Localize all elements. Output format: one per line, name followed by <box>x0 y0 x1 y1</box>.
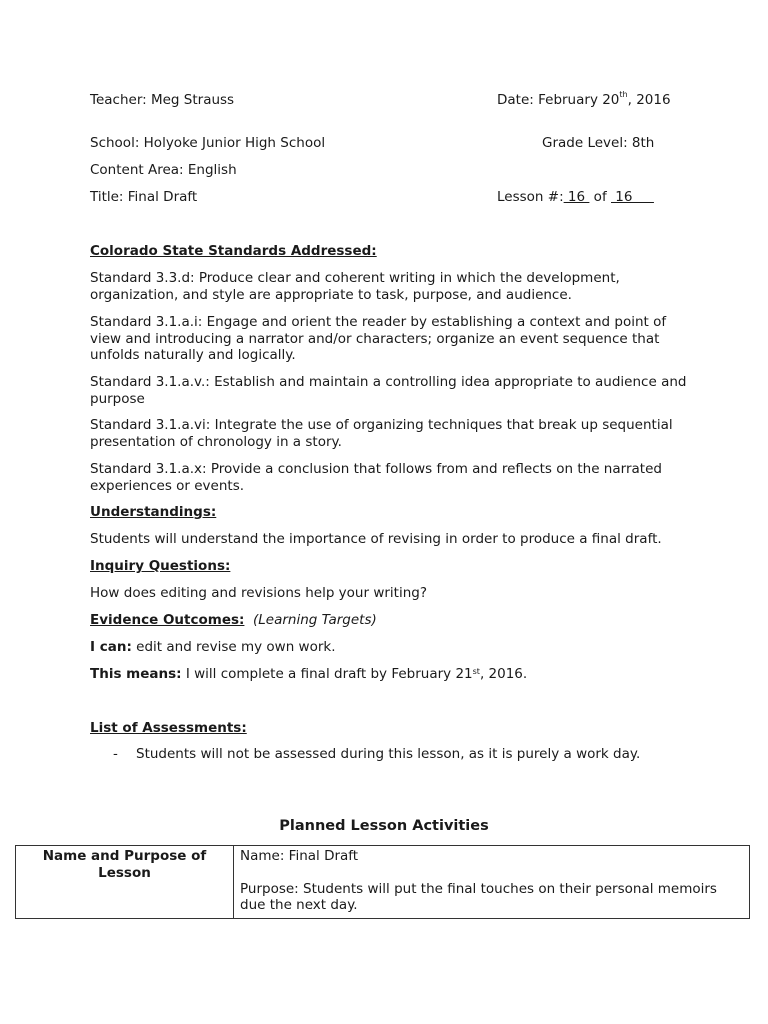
i-can-label: I can: <box>90 639 132 655</box>
learning-targets-note: (Learning Targets) <box>253 612 377 628</box>
assessments-heading: List of Assessments: <box>90 720 247 736</box>
date-year: , 2016 <box>627 92 671 108</box>
title-field: Title: Final Draft <box>90 189 198 205</box>
standard-item: Standard 3.1.a.x: Provide a conclusion that follows from and reflects on the narrated experiences or events. <box>90 461 662 494</box>
inquiry-heading: Inquiry Questions: <box>90 558 231 574</box>
lesson-purpose: Purpose: Students will put the final touches on their personal memoirs due the next day. <box>240 880 717 913</box>
lesson-name: Name: Final Draft <box>240 848 359 864</box>
date-text: Date: February 20 <box>497 92 620 108</box>
lesson-of: of <box>589 189 611 205</box>
row-label-cell: Name and Purpose of Lesson <box>16 846 234 919</box>
standard-item: Standard 3.1.a.vi: Integrate the use of organizing techniques that break up sequential presentation of chronology in a story. <box>90 417 673 450</box>
inquiry-text: How does editing and revisions help your writing? <box>90 585 427 601</box>
evidence-heading: Evidence Outcomes: <box>90 612 245 628</box>
table-row <box>16 846 750 919</box>
date-superscript: th <box>619 90 628 99</box>
teacher-field: Teacher: Meg Strauss <box>90 92 235 108</box>
grade-level-field: Grade Level: 8th <box>542 135 655 151</box>
lesson-number: 16 <box>563 189 590 205</box>
this-means-line <box>90 666 690 683</box>
understandings-heading: Understandings: <box>90 504 217 520</box>
lesson-number-field <box>497 189 654 205</box>
i-can-text: edit and revise my own work. <box>131 639 336 655</box>
school-field: School: Holyoke Junior High School <box>90 135 326 151</box>
standard-item: Standard 3.3.d: Produce clear and coherent writing in which the development, organization, and style are appropriate to task, purpose, and audience. <box>90 270 620 303</box>
content-area-field: Content Area: English <box>90 162 237 178</box>
row-content-cell <box>234 846 750 919</box>
i-can-line <box>90 639 690 656</box>
date-field <box>497 92 671 108</box>
evidence-outcomes <box>90 612 690 629</box>
assessment-item: Students will not be assessed during this lesson, as it is purely a work day. <box>136 746 641 762</box>
lesson-label: Lesson #: <box>497 189 564 205</box>
this-means-text: I will complete a final draft by February 21 <box>181 666 473 682</box>
standard-item: Standard 3.1.a.i: Engage and orient the reader by establishing a context and point of view and introducing a narrator and/or characters; organize an event sequence that unfolds naturally and logically. <box>90 314 667 363</box>
this-means-label: This means: <box>90 666 182 682</box>
this-means-superscript: st <box>472 667 480 676</box>
activities-title: Planned Lesson Activities <box>279 818 489 834</box>
this-means-year: , 2016. <box>479 666 528 682</box>
lesson-total: 16 <box>611 189 654 205</box>
standard-item: Standard 3.1.a.v.: Establish and maintain a controlling idea appropriate to audience and purpose <box>90 374 687 407</box>
bullet-dash: - <box>113 746 118 762</box>
understandings-text: Students will understand the importance of revising in order to produce a final draft. <box>90 531 662 547</box>
activities-table <box>15 845 750 919</box>
standards-heading: Colorado State Standards Addressed: <box>90 243 377 259</box>
